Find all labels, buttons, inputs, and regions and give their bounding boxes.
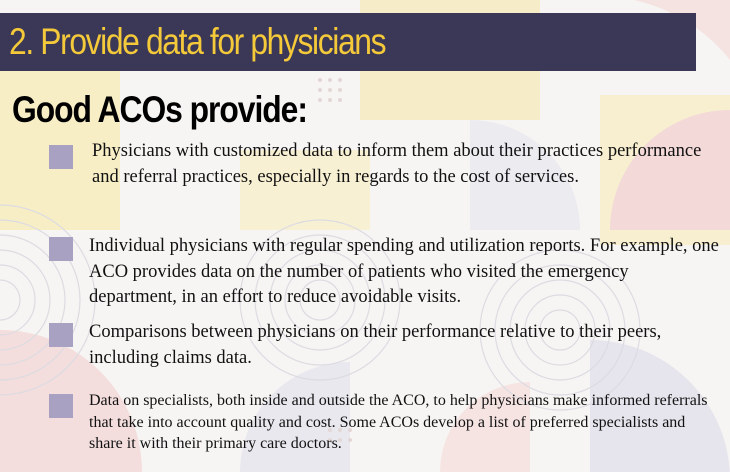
bullet-icon [49,145,73,169]
section-heading: Good ACOs provide: [12,89,307,130]
list-item: Physicians with customized data to inform them about their practices performance and referral practices, especially in regards to the cost of services. [92,141,702,187]
list-item: Individual physicians with regular spending and utilization reports. For example, one ACO provides data on the number of patients who visited the emergency department, in an effort to reduce avoidable visits. [89,236,719,307]
list-item: Comparisons between physicians on their performance relative to their peers, including claims data. [89,322,662,368]
bullet-icon [49,237,73,261]
list-item: Data on specialists, both inside and outside the ACO, to help physicians make informed referrals that take into account quality and cost. Some ACOs develop a list of preferred specialists and share it with their primary care doctors. [89,392,708,452]
bullet-icon [49,394,73,418]
page-title: 2. Provide data for physicians [9,21,386,62]
title-banner [0,13,696,71]
bullet-icon [49,323,73,347]
